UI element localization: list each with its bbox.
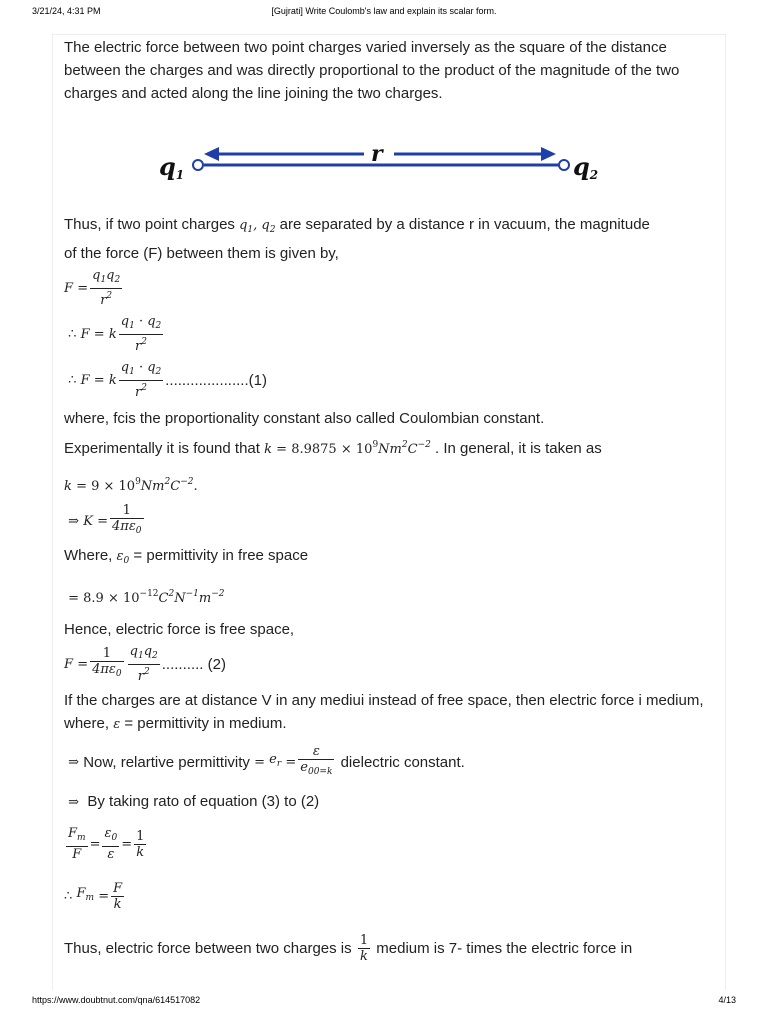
e0-value-line: = $8.9 \times 10^{-12}C^2N^{-1}m^{-2}$ [64,589,225,606]
where-e0-line: Where, $\varepsilon_0$ = permittivity in free space [64,547,309,566]
r-label: r [371,141,383,167]
print-page-number: 4/13 [718,995,736,1005]
arrow-left-head [204,147,219,161]
equation-fm: ∴ $F_m$ = $\frac{F}{k}$ [64,880,123,912]
relative-permittivity-line: ⇒ Now, relartive permittivity = $e_r$ = $\frac{\varepsilon}{e_{00=k}}$ dielectric constant. [64,744,465,777]
k-approx-line: $k = 9 \times 10^9Nm^2C^{-2}$. [64,477,198,494]
equation-coulomb-basic: F = $\frac{q_1q_2}{r^2}$ [64,268,121,308]
answer-content [64,36,704,974]
where-k-line: where, fcis the proportionality constant also called Coulombian constant. [64,410,545,427]
arrow-right-head [541,147,556,161]
print-url: https://www.doubtnut.com/qna/614517082 [32,995,201,1005]
equation-ratio: $\frac{F_m}{F}$ = $\frac{\varepsilon_0}{\varepsilon}$ = $\frac{1}{k}$ [68,826,145,862]
thus-line-1: Thus, if two point charges $q_1$, $q_2$ are separated by a distance r in vacuum, the magnitude [64,216,650,235]
equation-k-epsilon: ⇒ K = $\frac{1}{4\pi\varepsilon_0}$ [64,503,142,536]
print-header [0,6,768,20]
charge-q1-point [193,160,203,170]
print-footer [0,995,768,1009]
ratio-line: ⇒ By taking rato of equation (3) to (2) [64,793,320,810]
conclusion-line: Thus, electric force between two charges is $\frac{1}{k}$ medium is 7- times the electric force in [64,932,633,964]
charges-diagram-svg [64,105,704,205]
equation-2-ref: .......... (2) [161,655,226,673]
equation-1-ref: ....................(1) [165,371,267,389]
intro-paragraph: The electric force between two point charges varied inversely as the square of the distance between the charges and was directly proportional to the product of the magnitude of the two charges and acted along the line joining the two charges. [64,39,680,102]
print-datetime: 3/21/24, 4:31 PM [32,6,101,16]
equation-1: ∴ F = k $\frac{q_1 \cdot q_2}{r^2}$ ....................(1) [64,360,267,400]
print-title: [Gujrati] Write Coulomb's law and explain its scalar form. [271,6,497,16]
equation-coulomb-k: ∴ F = k $\frac{q_1 \cdot q_2}{r^2}$ [64,314,162,354]
q1-label: q1 [159,152,185,182]
q2-label: q2 [573,152,599,182]
medium-paragraph: If the charges are at distance V in any mediui instead of free space, then electric force i medium, [64,692,704,709]
experimental-line: Experimentally it is found that $k = 8.9875 \times 10^9Nm^2C^{-2}$ . In general, it is taken as [64,440,602,457]
where-epsilon-line: where, ε = permittivity in medium. [64,715,287,732]
equation-2: F = $\frac{1}{4\pi\varepsilon_0}$ $\frac{q_1q_2}{r^2}$ .......... (2) [64,644,226,684]
charge-q2-point [559,160,569,170]
hence-line: Hence, electric force is free space, [64,621,295,638]
coulomb-diagram [64,105,704,205]
thus-line-2: of the force (F) between them is given by, [64,245,339,262]
